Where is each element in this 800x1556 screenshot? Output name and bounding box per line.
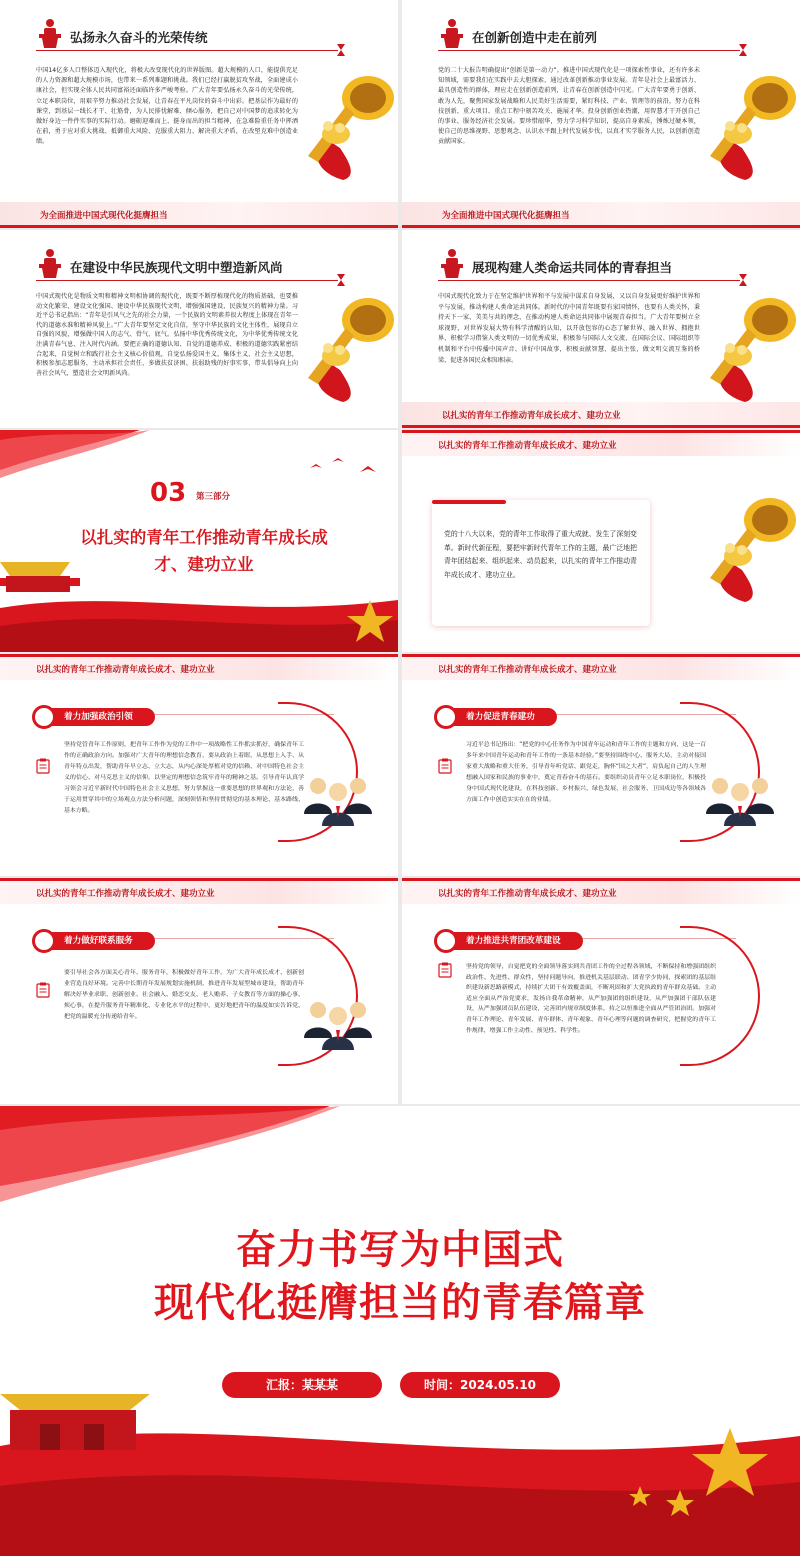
podium-icon	[438, 18, 466, 48]
pill-dot-icon	[434, 929, 458, 953]
pill-label: 着力加强政治引领	[64, 712, 133, 722]
header-label: 以扎实的青年工作推动青年成长成才、建功立业	[438, 665, 617, 675]
pill-wrap	[34, 704, 155, 726]
slide-body: 中国式现代化致力于在坚定维护世界和平与发展中谋求自身发展，又以自身发展更好维护世界和平与发展，推动构建人类命运共同体。新时代的中国青年既要有家国情怀，也要有人类关怀，秉持天下一家、美美与共的理念，在推动构建人类命运共同体中展现青春担当。广大青年要树立全球视野，对世界发展大势有科学清醒的认知，以开放包容的心态了解世界、融入世界、拥抱世界，积极学习借鉴人类文明的一切优秀成果，积极参与国际人文交流，在国际会议、国际组织等机制和平台中传播中国声音、讲好中国故事，积极贡献智慧、提出主张，做文明交流互鉴的桥梁，促进各国民众相知相亲。	[438, 293, 700, 364]
pill-wrap	[436, 704, 557, 726]
slide-7	[0, 654, 398, 876]
title-divider	[36, 50, 338, 51]
clipboard-icon	[438, 758, 452, 774]
podium-icon	[438, 248, 466, 278]
clipboard-icon	[438, 962, 452, 978]
footer-label: 为全面推进中国式现代化挺膺担当	[40, 211, 168, 221]
slide-9	[0, 878, 398, 1104]
slide-title: 在建设中华民族现代文明中塑造新风尚	[70, 260, 283, 275]
pill-wrap	[34, 928, 155, 950]
time-badge: 时间：2024.05.10	[400, 1372, 560, 1398]
slide-body: 中国14亿多人口整体迈入现代化，将极大改变现代化的世界版图。超大规模的人口，能提供充足的人力资源和超大规模市场，也带来一系列难题和挑战。我们已经打赢脱贫攻坚战，全面建成小康社会，但实现全体人民共同富裕还面临许多严峻考验。广大青年要弘扬永久奋斗的光荣传统，立足本职岗位，用艰辛努力推动社会发展，让青春在平凡岗位的奋斗中出彩。把基层作为最好的课堂，到基层一线长才干、壮筋骨，为人民排忧解难、倾心服务，把自己对中国梦的追求转化为做好身边一件件实事的实际行动。磨砺迎难而上、挺身而出的担当精神，在急难险重任务中挥洒在前，勇于应对重大挑战、抵御重大风险、克服重大阻力、解决重大矛盾，在改堅克难中创造业绩。	[36, 67, 298, 146]
people-group-icon	[300, 994, 376, 1054]
header-label: 以扎实的青年工作推动青年成长成才、建功立业	[438, 441, 617, 451]
pill-label: 着力做好联系服务	[64, 936, 133, 946]
card-body: 党的十八大以来，党的青年工作取得了重大成就、发生了深刻变革。新时代新征程，要把牢新时代青年工作的主题，最广泛地把青年团结起来、组织起来、动员起来，以扎实的青年工作推动青年成长成才、建功立业。	[444, 530, 637, 579]
title-divider	[438, 50, 740, 51]
pill-dot-icon	[434, 705, 458, 729]
slide-4	[402, 230, 800, 428]
section-number: 03	[150, 478, 187, 508]
slide-11-closing	[0, 1106, 800, 1556]
closing-title	[0, 1224, 800, 1330]
clipboard-icon	[36, 982, 50, 998]
slide-title: 展现构建人类命运共同体的青春担当	[472, 260, 673, 275]
hourglass-icon	[738, 273, 748, 287]
header-label: 以扎实的青年工作推动青年成长成才、建功立业	[36, 665, 215, 675]
closing-title-line-2: 现代化挺膺担当的青春篇章	[154, 1280, 646, 1326]
section-pill	[436, 708, 557, 726]
hourglass-icon	[336, 43, 346, 57]
birds-icon	[300, 454, 390, 484]
podium-icon	[36, 18, 64, 48]
footer-label: 以扎实的青年工作推动青年成长成才、建功立业	[442, 411, 621, 421]
slide-2	[402, 0, 800, 228]
slide-body: 中国式现代化是物质文明和精神文明相协调的现代化，既要不断厚植现代化的物质基础，也要推动文化繁荣、建设文化强国、建设中华民族现代文明，增强强国建设、民族复兴的精神力量。习近平总书记指出：“青年是引风气之先的社会力量，一个民族的文明素养很大程度上体现在青年一代的道德水准和精神风貌上。”广大青年要坚定文化自信，坚守中华民族的文化主体性，展现自立自强的风貌，增强做中国人的志气、骨气、底气。弘扬中华优秀传统文化，为中华优秀传统文化注满青春气息、注入时代内涵。要把正确的道德认知、自觉的道德养成、积极的道德实践紧密结合起来，自觉树立和践行社会主义核心价值观，自觉弘扬爱国主义、集体主义、社会主义思想，积极参加志愿服务，主动承担社会责任，多做扶贫济困、扶弱助残的好事实事，带头倡导向上向善社会风气，塑造社会文明新风尚。	[36, 293, 298, 377]
title-divider	[438, 280, 740, 281]
section-pill	[34, 708, 155, 726]
slide-body: 坚持党管青年工作原则，把青年工作作为党的工作中一项战略性工作抓实抓好，确保青年工作的正确政治方向。加强对广大青年的理想信念教育，要从政治上着眼、从思想上入手、从青年特点出发，帮助青年早立志、立大志，从内心深处厚植对党的信赖、对中国特色社会主义的信心、对马克思主义的信仰，以坚定的理想信念筑牢青年的精神之基。引导青年认真学习领会习近平新时代中国特色社会主义思想，努力掌握这一重要思想的世界观和方法论，善于运用贯穿其中的立场观点方法分析问题，深刻领悟和坚持贯彻党的基本理论、基本路线、基本方略。	[64, 742, 304, 814]
people-group-icon	[300, 770, 376, 830]
section-subtitle: 第三部分	[196, 492, 231, 502]
hourglass-icon	[336, 273, 346, 287]
section-pill	[34, 932, 155, 950]
trumpet-icon	[288, 68, 398, 183]
reporter-badge: 汇报：某某某	[222, 1372, 382, 1398]
slide-10	[402, 878, 800, 1104]
pill-dot-icon	[32, 705, 56, 729]
closing-title-line-1: 奋力书写为中国式	[236, 1227, 564, 1273]
content-card	[432, 500, 650, 626]
card-accent	[432, 500, 506, 504]
hourglass-icon	[738, 43, 748, 57]
header-label: 以扎实的青年工作推动青年成长成才、建功立业	[438, 889, 617, 899]
pill-dot-icon	[32, 929, 56, 953]
header-label: 以扎实的青年工作推动青年成长成才、建功立业	[36, 889, 215, 899]
pill-label: 着力推进共青团改革建设	[466, 936, 561, 946]
red-flag-background	[0, 1106, 800, 1556]
trumpet-icon	[690, 490, 800, 605]
section-pill	[436, 932, 583, 950]
footer-label: 为全面推进中国式现代化挺膺担当	[442, 211, 570, 221]
slide-body: 坚持党的领导，自觉把党的全面领导落实到共青团工作的全过程各领域，不断保持和增强团组织政治性、先进性、群众性，坚持问题导向，推进机关基层联动、团青学少协同，探索团的基层组织建设新思路新模式，持续扩大团干有效覆盖面，不断巩固和扩大党执政的青年群众基础。主动适应全面从严治党要求，发扬自我革命精神，从严加强团的组织建设，从严加强团干部队伍建设，从严加强团员队伍建设，完善团内规章制度体系，持之以恒推进全面从严管团治团。加强对青年工作理论、青年发展、青年群体、青年观象、青年心理等问题的调查研究，把握党的青年工作规律，增强工作主动性、预见性、科学性。	[466, 964, 716, 1034]
clipboard-icon	[36, 758, 50, 774]
slide-3	[0, 230, 398, 428]
people-group-icon	[702, 770, 778, 830]
slide-title: 弘扬永久奋斗的光荣传统	[70, 30, 208, 45]
slide-1	[0, 0, 398, 228]
slide-body: 要引导社会各方面关心青年、服务青年，积极做好青年工作，为广大青年成长成才、创新创业营造良好环境。完善中长期青年发展规划实施机制，推进青年发展型城市建设，帮助青年解决好毕业求职、创新创业、社会融入、婚恋交友、老人赡养、子女教育等方面的操心事、烦心事，在提升服务青年精准化、专业化水平的过程中，更好地把青年的温度如实告诉党，把党的温暖充分传递给青年。	[64, 970, 304, 1020]
trumpet-icon	[690, 290, 800, 405]
title-divider	[36, 280, 338, 281]
podium-icon	[36, 248, 64, 278]
slide-body: 党的二十大报告明确提出“创新是第一动力”。推进中国式现代化是一项探索性事业，还有许多未知领域，需要我们在实践中去大胆探索，通过改革创新推动事业发展。青年是社会上最富活力、最具创造性的群体，理应走在创新创造前列，让青春在创新创造中闪光。广大青年要勇于创新、敢为人先，聚焦国家发展战略和人民美好生活需要，紧盯科技、产业、管理等的前沿，努力在科技创新、重大项目、重点工程中刻苦攻关、施展才华。投身创新创业热潮，用智慧才干开创自己的事业、服务经济社会发展。要珍惜韶华，努力学习科学知识，提高自身素质，锤炼过硬本领，使自己的思维视野、思想观念、认识水平跟上时代发展步伐，以真才实学服务人民，以创新创造贡献国家。	[438, 67, 700, 146]
trumpet-icon	[288, 290, 398, 405]
slide-title: 在创新创造中走在前列	[472, 30, 598, 45]
pill-wrap	[436, 928, 583, 950]
trumpet-icon	[690, 68, 800, 183]
slide-5-section	[0, 430, 398, 652]
section-title: 以扎实的青年工作推动青年成长成才、建功立业	[80, 528, 328, 574]
slide-6	[402, 430, 800, 652]
slide-body: 习近平总书记指出：“把党的中心任务作为中国青年运动和青年工作的主题和方向，这是一百多年来中国青年运动和青年工作的一条基本经验。”要坚持围绕中心、服务大局，主动对接国家重大战略和重大任务，引导青年听党话、跟党走，胸怀“国之大者”，肩负起自己的人生理想融入国家和民族的事业中，奠定青春奋斗的基石。要组织动员青年立足本职岗位，积极投身中国式现代化建设，在科技创新、乡村振兴、绿色发展、社会服务、卫国戍边等各领域各方面工作中创造实实在在的业绩。	[466, 742, 706, 803]
slide-8	[402, 654, 800, 876]
pill-label: 着力促进青春建功	[466, 712, 535, 722]
